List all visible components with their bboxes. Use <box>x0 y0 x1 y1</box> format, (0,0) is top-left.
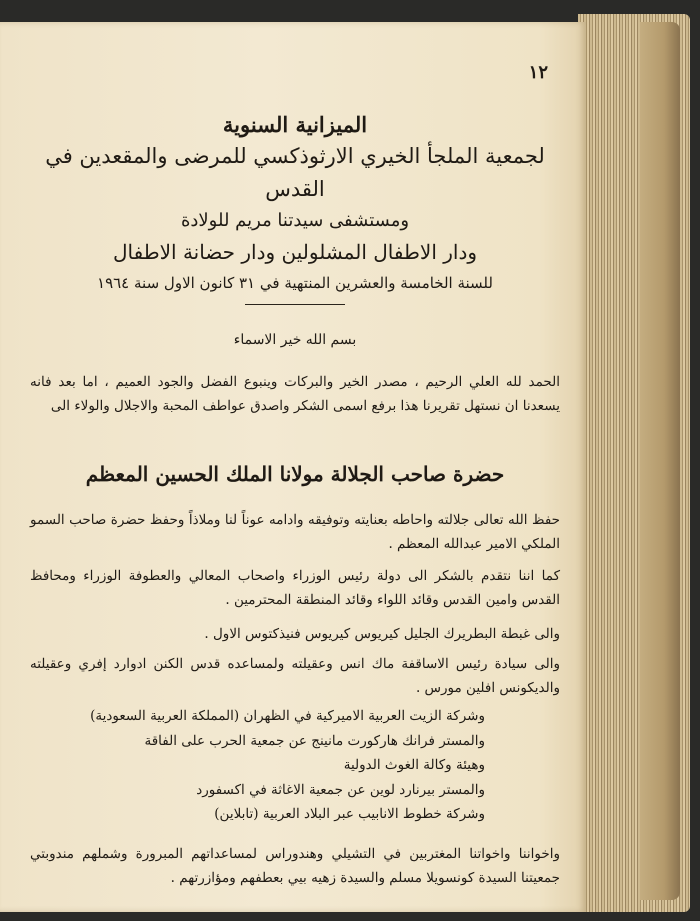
patriarch-paragraph: والى غبطة البطريرك الجليل كيريوس كيريوس فنيذكتوس الاول . <box>204 626 560 642</box>
institution-name: لجمعية الملجأ الخيري الارثوذكسي للمرضى والمقعدين في القدس <box>45 144 545 201</box>
archbishop-paragraph: والى سيادة رئيس الاساقفة ماك انس وعقيلته ولمساعده قدس الكنن ادوارد إفري وعقيلته والديكونس افلين مورس . <box>30 656 560 696</box>
list-item: والمستر فرانك هاركورت مانينج عن جمعية الحرب على الفاقة <box>144 732 485 749</box>
book-page <box>0 22 586 912</box>
title-block <box>30 110 560 297</box>
list-item: وشركة الزيت العربية الاميركية في الظهران (المملكة العربية السعودية) <box>90 708 485 724</box>
closing-paragraph: واخواننا واخواتنا المغتربين في التشيلي وهندوراس لمساعداتهم المبرورة وشملهم مندوبتي جمعيتنا السيدة كونسويلا مسلم والسيدة زهيه بيي بعطفهم ومؤازرتهم . <box>30 846 560 886</box>
basmala: بسم الله خير الاسماء <box>233 332 357 348</box>
title-divider <box>245 304 345 305</box>
orphanage-name: ودار الاطفال المشلولين ودار حضانة الاطفال <box>112 240 478 264</box>
king-heading: حضرة صاحب الجلالة مولانا الملك الحسين المعظم <box>85 462 505 486</box>
prayer-paragraph: حفظ الله تعالى جلالته واحاطه بعنايته وتوفيقه وادامه عوناً لنا وملاذاً وحفظ حضرة صاحب السمو الملكي الامير عبدالله المعظم . <box>30 512 560 552</box>
hospital-name: ومستشفى سيدتنا مريم للولادة <box>180 210 410 231</box>
document-title: الميزانية السنوية <box>222 112 368 137</box>
list-item: والمستر بيرنارد لوين عن جمعية الاغاثة في اكسفورد <box>196 781 485 798</box>
fiscal-year-line: للسنة الخامسة والعشرين المنتهية في ٣١ كانون الاول سنة ١٩٦٤ <box>97 274 493 292</box>
list-item: وشركة خطوط الانابيب عبر البلاد العربية (تابلاين) <box>214 806 485 822</box>
thanks-paragraph: كما اننا نتقدم بالشكر الى دولة رئيس الوزراء واصحاب المعالي والعطوفة الوزراء ومحافظ القدس وامين القدس وقائد اللواء وقائد المنطقة المحترمين . <box>30 568 560 608</box>
book-cover-edge <box>640 22 680 900</box>
page-number: ١٢ <box>528 62 548 83</box>
opening-paragraph: الحمد لله العلي الرحيم ، مصدر الخير والبركات وينبوع الفضل والجود العميم ، اما بعد فانه يسعدنا ان نستهل تقريرنا هذا برفع اسمى الشكر واصدق عواطف المحبة والاجلال والولاء الى <box>30 374 560 414</box>
donor-list <box>90 704 485 827</box>
list-item: وهيئة وكالة الغوث الدولية <box>343 757 485 773</box>
